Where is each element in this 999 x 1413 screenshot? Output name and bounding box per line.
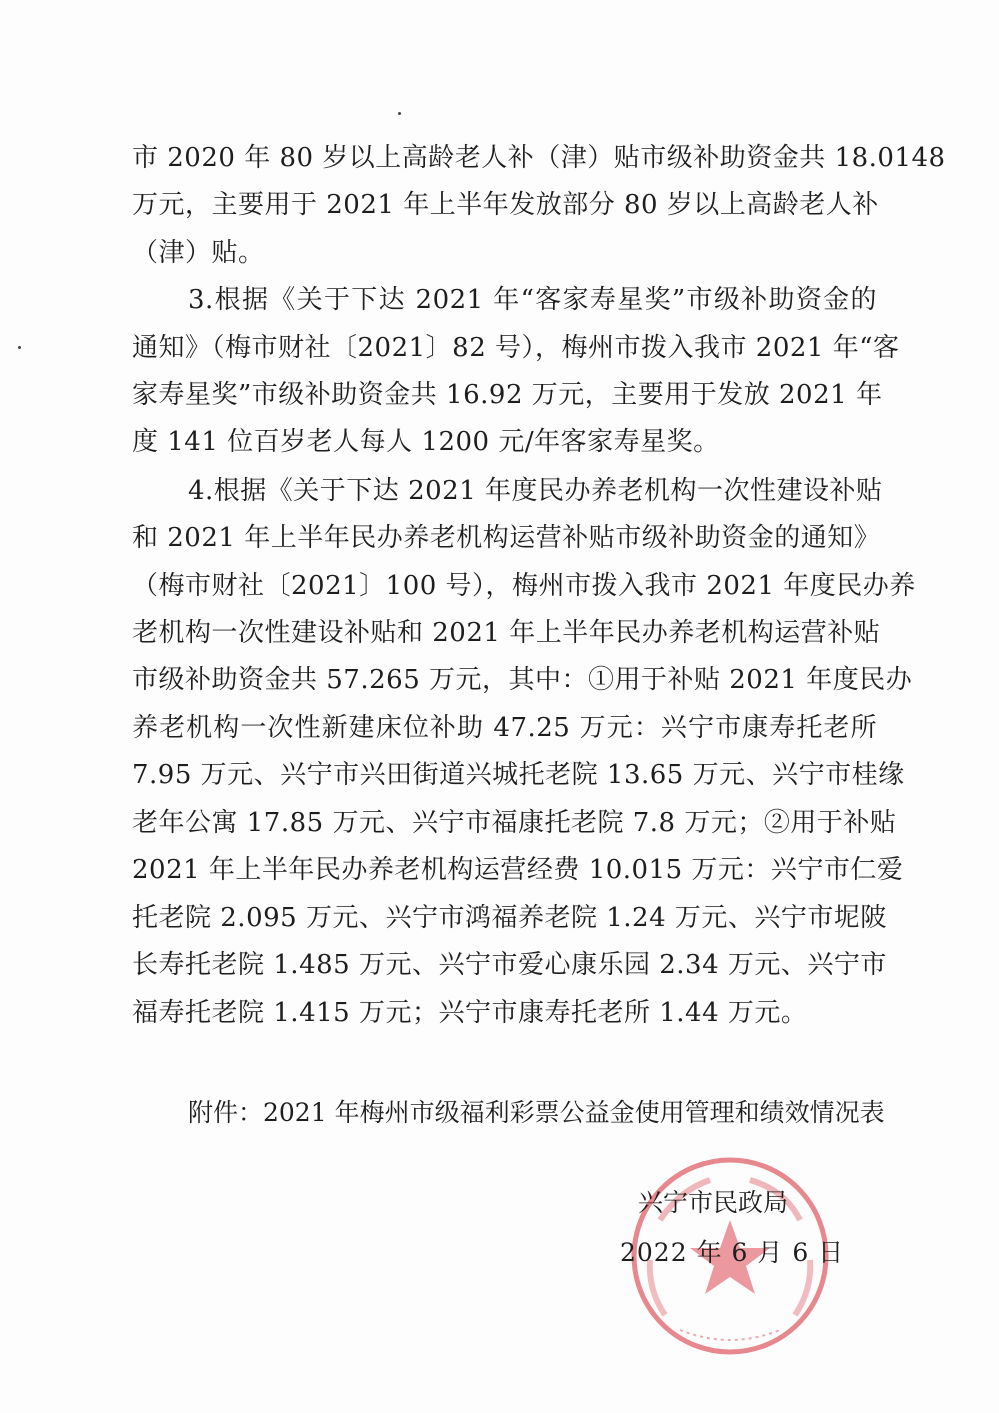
body-line: 市级补助资金共 57.265 万元，其中：①用于补贴 2021 年度民办 bbox=[132, 665, 913, 695]
body-line: 通知》（梅市财社〔2021〕82 号），梅州市拨入我市 2021 年“客 bbox=[132, 333, 900, 363]
body-line: 万元，主要用于 2021 年上半年发放部分 80 岁以上高龄老人补 bbox=[132, 190, 879, 220]
body-line: 福寿托老院 1.415 万元；兴宁市康寿托老所 1.44 万元。 bbox=[132, 998, 808, 1028]
body-line: 和 2021 年上半年民办养老机构运营补贴市级补助资金的通知》 bbox=[132, 523, 881, 553]
body-line: 度 141 位百岁老人每人 1200 元/年客家寿星奖。 bbox=[132, 427, 720, 457]
body-line: 2021 年上半年民办养老机构运营经费 10.015 万元：兴宁市仁爱 bbox=[132, 855, 904, 885]
issuing-authority: 兴宁市民政局 bbox=[638, 1188, 789, 1217]
body-line: 市 2020 年 80 岁以上高龄老人补（津）贴市级补助资金共 18.0148 bbox=[132, 143, 946, 173]
attachment-note: 附件：2021 年梅州市级福利彩票公益金使用管理和绩效情况表 bbox=[188, 1098, 885, 1127]
paragraph-3-start: 3.根据《关于下达 2021 年“客家寿星奖”市级补助资金的 bbox=[188, 285, 877, 315]
body-line: 老机构一次性建设补贴和 2021 年上半年民办养老机构运营补贴 bbox=[132, 618, 881, 648]
body-line: 7.95 万元、兴宁市兴田街道兴城托老院 13.65 万元、兴宁市桂缘 bbox=[132, 760, 905, 790]
body-line: 养老机构一次性新建床位补助 47.25 万元：兴宁市康寿托老所 bbox=[132, 713, 877, 743]
paragraph-4-start: 4.根据《关于下达 2021 年度民办养老机构一次性建设补贴 bbox=[188, 476, 883, 506]
body-line: 老年公寓 17.85 万元、兴宁市福康托老院 7.8 万元；②用于补贴 bbox=[132, 808, 897, 838]
body-line: 长寿托老院 1.485 万元、兴宁市爱心康乐园 2.34 万元、兴宁市 bbox=[132, 950, 887, 980]
scan-speck bbox=[18, 346, 21, 349]
body-line: （津）贴。 bbox=[132, 238, 265, 268]
scan-speck bbox=[398, 112, 401, 115]
body-line: （梅市财社〔2021〕100 号），梅州市拨入我市 2021 年度民办养 bbox=[132, 571, 916, 601]
issue-date: 2022 年 6 月 6 日 bbox=[620, 1238, 845, 1267]
body-line: 家寿星奖”市级补助资金共 16.92 万元，主要用于发放 2021 年 bbox=[132, 380, 883, 410]
body-line: 托老院 2.095 万元、兴宁市鸿福养老院 1.24 万元、兴宁市坭陂 bbox=[132, 903, 887, 933]
